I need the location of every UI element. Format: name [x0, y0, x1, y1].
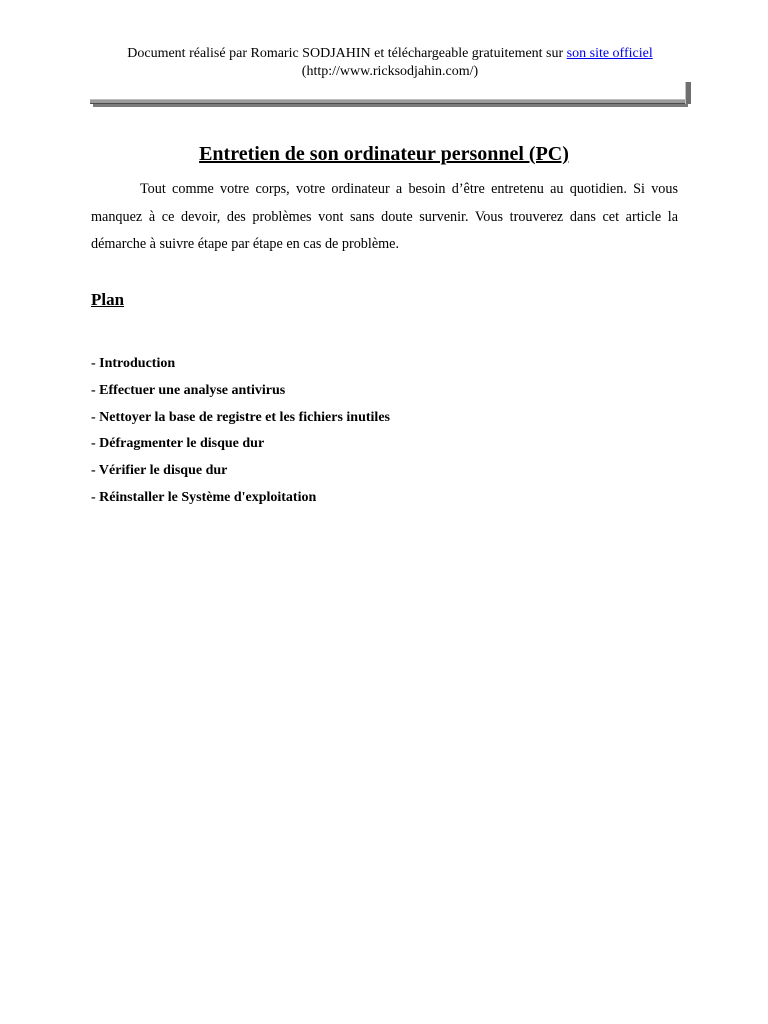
document-header: [90, 45, 690, 81]
plan-item-registry: - Nettoyer la base de registre et les fichiers inutiles: [91, 409, 390, 425]
intro-paragraph: Tout comme votre corps, votre ordinateur a besoin d’être entretenu au quotidien. Si vous manquez à ce devoir, des problèmes vont sans doute survenir. Vous trouverez dans cet article la démarche à suivre étape par étape en cas de problème.: [91, 181, 678, 252]
header-site-url: (http://www.ricksodjahin.com/): [301, 64, 479, 79]
header-line-1: [90, 45, 690, 63]
plan-heading: Plan: [91, 290, 125, 309]
header-divider: [90, 99, 685, 104]
official-site-link[interactable]: son site officiel: [566, 46, 653, 61]
plan-item-introduction: - Introduction: [91, 356, 176, 371]
header-divider-cap: [685, 82, 691, 104]
plan-item-check-disk: - Vérifier le disque dur: [91, 463, 228, 479]
plan-item-defragment: - Défragmenter le disque dur: [91, 436, 265, 452]
plan-item-reinstall-os: - Réinstaller le Système d'exploitation: [91, 489, 317, 505]
document-title: Entretien de son ordinateur personnel (PC): [199, 143, 569, 165]
plan-item-antivirus: - Effectuer une analyse antivirus: [91, 382, 286, 398]
plan-list: [91, 351, 390, 512]
header-author-text: Document réalisé par Romaric SODJAHIN et téléchargeable gratuitement sur: [127, 46, 567, 61]
